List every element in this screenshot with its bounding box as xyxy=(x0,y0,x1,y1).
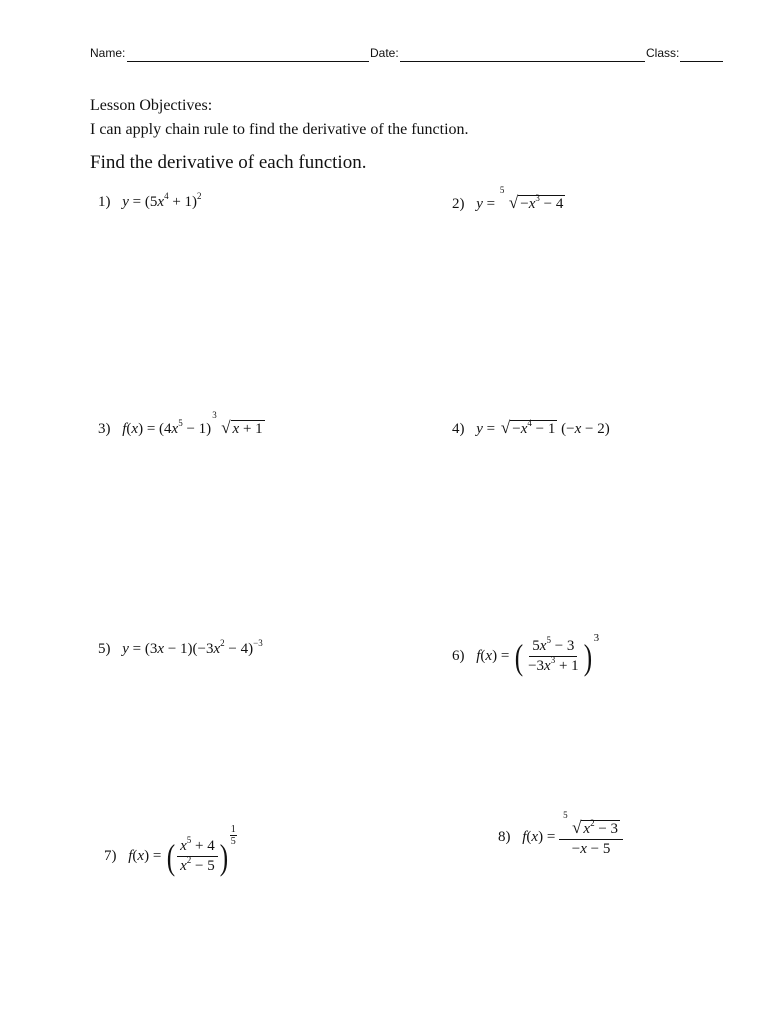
objectives-text: I can apply chain rule to find the derivative of the function. xyxy=(90,121,469,138)
problem-expression: y = √ $-x^4 - 1$ (−x − 2) xyxy=(476,418,610,437)
problem-number: 4) xyxy=(452,421,465,437)
date-label: Date: xyxy=(370,46,399,60)
instructions: Find the derivative of each function. xyxy=(90,152,367,173)
problem-expression: f(x) = 5 √ $x^2 - 3$ −x − 5 xyxy=(522,829,623,845)
date-blank xyxy=(400,61,645,62)
problem-expression: $y = (5x^4 + 1)^2$ xyxy=(122,191,202,210)
problem-expression: f(x) = ( $\frac{5x^5 - 3}{-3x^3 + 1}$ ) 3 xyxy=(476,632,600,677)
problem-8 xyxy=(498,810,623,858)
lesson-objectives xyxy=(90,94,469,142)
class-label: Class: xyxy=(646,46,680,60)
objectives-title: Lesson Objectives: xyxy=(90,97,213,114)
problem-expression: f(x) = ( $\frac{x^5 + 4}{x^2 - 5}$ ) $\frac{1}{5}$ xyxy=(128,824,236,877)
problem-2 xyxy=(452,185,565,213)
problem-expression: $y = (3x - 1)(-3x^2 - 4)^{-3}$ xyxy=(122,638,263,657)
problem-4 xyxy=(452,418,610,438)
problem-number: 3) xyxy=(98,421,111,437)
problem-number: 1) xyxy=(98,194,111,210)
name-blank xyxy=(127,61,369,62)
worksheet-header xyxy=(90,46,724,66)
problem-number: 2) xyxy=(452,196,465,212)
problem-1 xyxy=(98,191,202,211)
problem-expression: y = 5 √ $-x^3 - 4$ xyxy=(476,185,564,212)
problem-number: 5) xyxy=(98,641,111,657)
class-blank xyxy=(680,61,723,62)
problem-expression: $f(x) = (4x^5 - 1)$ 3 √ x + 1 xyxy=(122,410,263,437)
name-label: Name: xyxy=(90,46,126,60)
problem-number: 7) xyxy=(104,847,117,864)
problem-7 xyxy=(104,824,237,877)
problem-3 xyxy=(98,410,265,438)
problem-6 xyxy=(452,632,600,677)
problem-number: 8) xyxy=(498,829,511,846)
problem-5 xyxy=(98,638,263,658)
problem-number: 6) xyxy=(452,647,465,664)
